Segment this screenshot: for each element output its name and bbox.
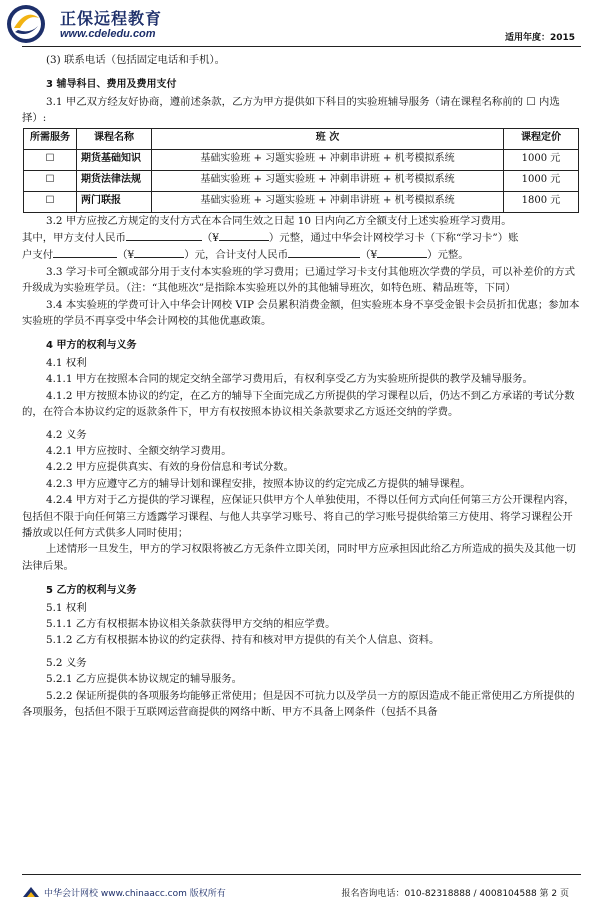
brand-name: 正保远程教育 (60, 9, 163, 28)
course-price: 1000 元 (504, 149, 579, 170)
subheading: 4.1 权利 (46, 356, 87, 369)
paragraph: 4.2.1 甲方应按时、全额交纳学习费用。 (46, 444, 232, 457)
payment-line-2 (22, 246, 582, 263)
text: （¥ (201, 232, 219, 245)
payment-line-1 (22, 229, 582, 246)
course-classes: 基础实验班 + 习题实验班 + 冲刺串讲班 + 机考模拟系统 (152, 149, 504, 170)
paragraph: 4.2.2 甲方应提供真实、有效的身份信息和考试分数。 (46, 461, 294, 474)
amount-blank[interactable] (53, 246, 117, 258)
header-divider (22, 46, 581, 47)
table-header-row (24, 128, 579, 149)
page-header (0, 0, 603, 50)
column-header: 课程定价 (504, 128, 579, 149)
amount-blank[interactable] (377, 246, 427, 258)
table-row (24, 191, 579, 212)
service-checkbox[interactable]: ☐ (24, 170, 77, 191)
paragraph: (3) 联系电话（包括固定电话和手机）。 (46, 54, 226, 66)
paragraph: 3.3 学习卡可全额或部分用于支付本实验班的学习费用；已通过学习卡支付其他班次学费的学员，可以补差价的方式升级成为实验班学员。（注：“其他班次”是指除本实验班以外的其他辅导班次，如特色班、精品班等，下同） (22, 265, 575, 295)
paragraph: 5.1.2 乙方有权根据本协议的约定获得、持有和核对甲方提供的有关个人信息、资料。 (46, 634, 440, 647)
course-classes: 基础实验班 + 习题实验班 + 冲刺串讲班 + 机考模拟系统 (152, 170, 504, 191)
section-heading: 5 乙方的权利与义务 (46, 585, 137, 597)
subheading: 5.2 义务 (46, 656, 87, 669)
paragraph: 5.1.1 乙方有权根据本协议相关条款获得甲方交纳的相应学费。 (46, 617, 336, 630)
brand-url: www.cdeledu.com (60, 28, 156, 40)
column-header: 班 次 (152, 128, 504, 149)
text: ）元整，通过中华会计网校学习卡（下称“学习卡”）账 (268, 232, 519, 245)
course-price: 1800 元 (504, 191, 579, 212)
paragraph: 3.4 本实验班的学费可计入中华会计网校 VIP 会员累积消费金额，但实验班本身不享受金银卡会员折扣优惠；参加本实验班的学员不再享受中华会计网校的其他优惠政策。 (22, 298, 580, 328)
subheading: 5.1 权利 (46, 601, 87, 614)
cdel-logo-icon (6, 4, 46, 44)
section-heading: 3 辅导科目、费用及费用支付 (46, 79, 177, 91)
paragraph: 3.2 甲方应按乙方规定的支付方式在本合同生效之日起 10 日内向乙方全额支付上述实验班学习费用。 (46, 214, 512, 227)
amount-blank[interactable] (219, 229, 269, 241)
course-classes: 基础实验班 + 习题实验班 + 冲刺串讲班 + 机考模拟系统 (152, 191, 504, 212)
document-body (22, 52, 582, 720)
amount-blank[interactable] (134, 246, 184, 258)
column-header: 所需服务 (24, 128, 77, 149)
course-name: 期货基础知识 (77, 149, 152, 170)
course-name: 两门联报 (77, 191, 152, 212)
course-name: 期货法律法规 (77, 170, 152, 191)
subheading: 4.2 义务 (46, 428, 87, 441)
column-header: 课程名称 (77, 128, 152, 149)
chinaacc-logo-icon (22, 885, 40, 899)
text: 户支付 (22, 249, 54, 262)
footer-copyright: 中华会计网校 www.chinaacc.com 版权所有 (44, 889, 226, 899)
footer-contact-page: 报名咨询电话：010-82318888 / 4008104588 第 2 页 (341, 889, 569, 899)
course-table (23, 128, 579, 213)
footer-divider (22, 874, 581, 875)
text: （¥ (360, 249, 378, 262)
course-price: 1000 元 (504, 170, 579, 191)
text: 其中，甲方支付人民币 (22, 232, 126, 245)
table-row (24, 149, 579, 170)
text: （¥ (117, 249, 135, 262)
paragraph: 上述情形一旦发生，甲方的学习权限将被乙方无条件立即关闭，同时甲方应承担因此给乙方所造成的损失及其他一切法律后果。 (22, 543, 576, 572)
table-row (24, 170, 579, 191)
paragraph: 4.2.4 甲方对于乙方提供的学习课程，应保证只供甲方个人单独使用，不得以任何方式向任何第三方公开课程内容，包括但不限于向任何第三方透露学习课程、与他人共享学习账号、将自己的学习账号提供给第三方使用、将学习课程公开播放或以任何方式供多人同时使用； (22, 494, 575, 539)
service-checkbox[interactable]: ☐ (24, 149, 77, 170)
paragraph: 3.1 甲乙双方经友好协商，遵前述条款，乙方为甲方提供如下科目的实验班辅导服务（请在课程名称前的 ☐ 内选择）: (22, 95, 560, 125)
paragraph: 5.2.1 乙方应提供本协议规定的辅导服务。 (46, 673, 242, 686)
amount-blank[interactable] (288, 246, 360, 258)
paragraph: 4.1.1 甲方在按照本合同的规定交纳全部学习费用后，有权利享受乙方为实验班所提供的教学及辅导服务。 (46, 373, 533, 386)
applicable-year: 适用年度：2015 (504, 33, 575, 43)
section-heading: 4 甲方的权利与义务 (46, 340, 137, 352)
amount-blank[interactable] (126, 229, 202, 241)
paragraph: 4.1.2 甲方按照本协议的约定，在乙方的辅导下全面完成乙方所提供的学习课程以后，仍达不到乙方承诺的考试分数的，在符合本协议约定的返款条件下，甲方有权按照本协议相关条款要求乙方返还交纳的学费。 (22, 389, 575, 419)
service-checkbox[interactable]: ☐ (24, 191, 77, 212)
text: ）元，合计支付人民币 (184, 249, 289, 262)
paragraph: 5.2.2 保证所提供的各项服务均能够正常使用；但是因不可抗力以及学员一方的原因造成不能正常使用乙方所提供的各项服务，包括但不限于互联网运营商提供的网络中断、甲方不具备上网条件（包括不具备 (22, 689, 575, 718)
text: ）元整。 (427, 249, 469, 262)
paragraph: 4.2.3 甲方应遵守乙方的辅导计划和课程安排，按照本协议的约定完成乙方提供的辅导课程。 (46, 477, 471, 490)
